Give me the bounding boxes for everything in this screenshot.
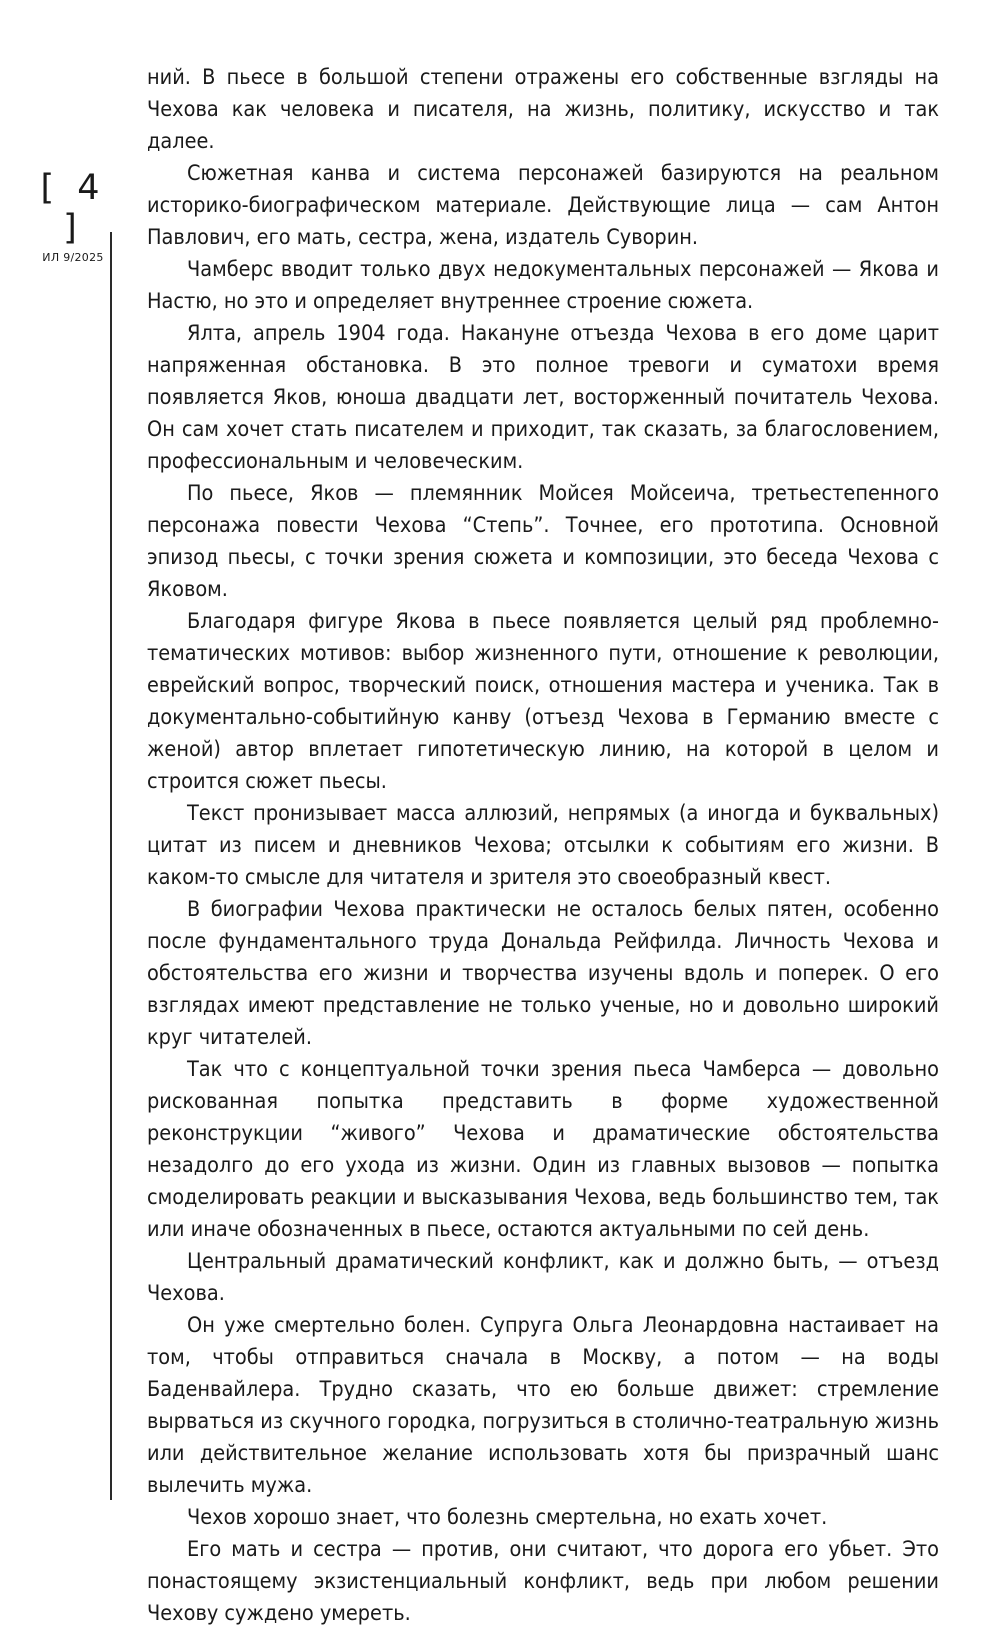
paragraph: Его мать и сестра — против, они считают, что дорога его убьет. Это понастоящему экзистенциальный конфликт, ведь при любом решении Чехову суждено умереть. [147,1537,939,1626]
paragraph: В биографии Чехова практически не осталось белых пятен, особенно после фундаментального труда Дональда Рейфилда. Личность Чехова и обстоятельства его жизни и творчества изучены вдоль и поперек. О его взглядах имеют представление не только ученые, но и довольно широкий круг читателей. [147,897,939,1050]
paragraph: Так что с концептуальной точки зрения пьеса Чамберса — довольно рискованная попытка представить в форме художественной реконструкции “живого” Чехова и драматические обстоятельства незадолго до его ухода из жизни. Один из главных вызовов — попытка смоделировать реакции и высказывания Чехова, ведь большинство тем, так или иначе обозначенных в пьесе, остаются актуальными по сей день. [147,1057,939,1242]
paragraph: Текст пронизывает масса аллюзий, непрямых (а иногда и буквальных) цитат из писем и дневников Чехова; отсылки к событиям его жизни. В каком-то смысле для читателя и зрителя это своеобразный квест. [147,801,939,890]
paragraph: Сюжетная канва и система персонажей базируются на реальном историко-биографическом материале. Действующие лица — сам Антон Павлович, его мать, сестра, жена, издатель Суворин. [147,161,939,250]
paragraph: Ялта, апрель 1904 года. Накануне отъезда Чехова в его доме царит напряженная обстановка. В это полное тревоги и суматохи время появляется Яков, юноша двадцати лет, восторженный почитатель Чехова. Он сам хочет стать писателем и приходит, так сказать, за благословением, профессиональным и человеческим. [147,321,939,474]
paragraph: Благодаря фигуре Якова в пьесе появляется целый ряд проблемно-тематических мотивов: выбор жизненного пути, отношение к революции, еврейский вопрос, творческий поиск, отношения мастера и ученика. Так в документально-событийную канву (отъезд Чехова в Германию вместе с женой) автор вплетает гипотетическую линию, на которой в целом и строится сюжет пьесы. [147,609,939,794]
paragraph: ний. В пьесе в большой степени отражены его собственные взгляды на Чехова как человека и писателя, на жизнь, политику, искусство и так далее. [147,65,939,154]
page-margin [28,168,118,264]
paragraph: Центральный драматический конфликт, как и должно быть, — отъезд Чехова. [147,1249,939,1306]
paragraph: Чамберс вводит только двух недокументальных персонажей — Якова и Настю, но это и определяет внутреннее строение сюжета. [147,257,939,314]
paragraph: Чехов хорошо знает, что болезнь смертельна, но ехать хочет. [187,1505,828,1530]
journal-issue: ИЛ 9/2025 [42,251,104,264]
paragraph: Он уже смертельно болен. Супруга Ольга Леонардовна настаивает на том, чтобы отправиться сначала в Москву, а потом — на воды Баденвайлера. Трудно сказать, что ею больше движет: стремление вырваться из скучного городка, погрузиться в столично-театральную жизнь или действительное желание использовать хотя бы призрачный шанс вылечить мужа. [147,1313,939,1498]
article-body [147,62,939,1630]
paragraph: По пьесе, Яков — племянник Мойсея Мойсеича, третьестепенного персонажа повести Чехова “Степь”. Точнее, его прототипа. Основной эпизод пьесы, с точки зрения сюжета и композиции, это беседа Чехова с Яковом. [147,481,939,602]
margin-rule [110,232,112,1500]
page-number: [ 4 ] [40,168,106,248]
